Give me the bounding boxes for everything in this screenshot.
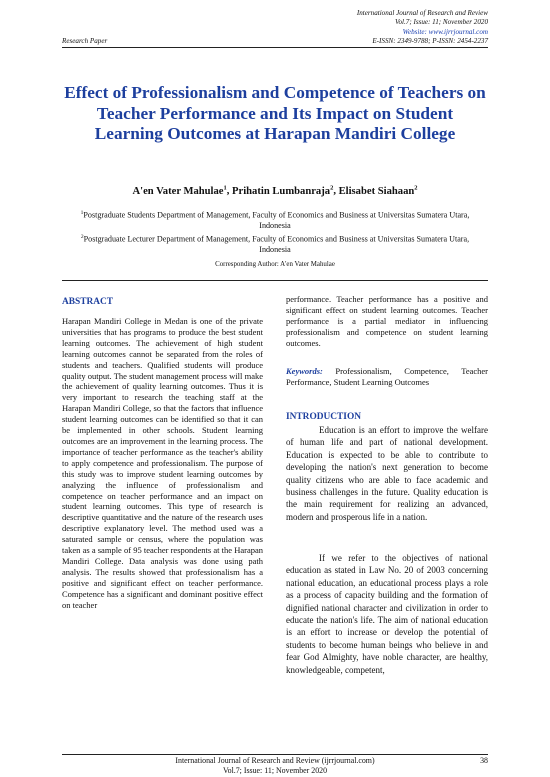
footer-journal: International Journal of Research and Review (ijrrjournal.com) xyxy=(175,756,375,765)
page-number: 38 xyxy=(480,756,488,765)
corresponding-author: Corresponding Author: A'en Vater Mahulae xyxy=(215,261,335,268)
footer-rule xyxy=(62,754,488,755)
author-2: Prihatin Lumbanraja$^2$ xyxy=(232,184,334,197)
footer-volume: Vol.7; Issue: 11; November 2020 xyxy=(222,766,328,775)
paper-title: Effect of Professionalism and Competence of Teachers on Teacher Performance and Its Impact on Student Learning Outcomes at Harapan Mandiri College xyxy=(64,83,486,143)
abstract-heading: ABSTRACT xyxy=(62,297,114,307)
author-3: Elisabet Siahaan$^2$ xyxy=(338,184,418,197)
footer xyxy=(62,756,488,776)
keywords xyxy=(286,366,488,388)
journal-volume: Vol.7; Issue: 11; November 2020 xyxy=(394,18,488,27)
affiliations xyxy=(72,208,478,256)
abstract-continued: performance. Teacher performance has a positive and significant effect on student learning outcomes. Teacher performance is a partial mediator in influencing professionalism and competence on student learning outcomes. xyxy=(286,294,488,348)
abstract-text: Harapan Mandiri College in Medan is one of the private universities that has programs to produce the best student learning outcomes. The achievement of high student learning outcomes cannot be separated from the roles of students and teachers. Qualified students will produce quality output. The student management process will make the achievement of quality learning outcomes. Thus it is very important to research the teaching staff at the Harapan Mandiri College, so that the factors that influence student learning outcomes can be identified so that it can be implemented in other schools. Student learning outcomes are an improvement in the learning process. The importance of teacher performance as the teacher's ability to apply competence and professionalism. The purpose of this study was to improve student learning outcomes by analyzing the influence of professionalism and competence on teacher performance and an impact on student learning outcomes. This type of research is descriptive quantitative and the nature of the research uses descriptive explanatory level. The method used was a saturated sample or census, where the population was taken as a sample of 95 teacher respondents at the Harapan Mandiri College. Data analysis was done using path analysis. The results showed that professionalism has a positive and significant effect on teacher performance. Competence has a significant and dominant positive effect on teacher xyxy=(62,316,263,610)
keywords-text: Professionalism, Competence, Teacher Performance, Student Learning Outcomes xyxy=(286,366,488,387)
journal-name: International Journal of Research and Review xyxy=(356,9,488,17)
section-rule xyxy=(62,280,488,281)
affiliation-2: $^2$Postgraduate Lecturer Department of Management, Faculty of Economics and Business at Universitas Sumatera Utara, Indonesia xyxy=(80,233,470,255)
introduction-heading: INTRODUCTION xyxy=(286,412,362,422)
paper-type: Research Paper xyxy=(62,37,108,45)
introduction-para-2: If we refer to the objectives of national education as stated in Law No. 20 of 2003 concerning national education, an educational process plays a role as a process of capacity building and the formation of dignified national character and civilization in order to educate the nation's life. The aim of national education is an effort to increase or develop the potential of students to become human beings who believe in and fear God Almighty, have noble character, are healthy, knowledgeable, competent, xyxy=(286,553,488,675)
author-1: A'en Vater Mahulae$^1$ xyxy=(132,184,227,197)
journal-website[interactable]: Website: www.ijrrjournal.com xyxy=(402,27,488,36)
issn: E-ISSN: 2349-9788; P-ISSN: 2454-2237 xyxy=(372,37,488,45)
introduction-para-1: Education is an effort to improve the welfare of human life and part of national development. Education is expected to be able to contribute to developing the nation's next generation to become quality citizens who are able to face academic and business challenges in the future. Quality education is the main requirement for realizing an advanced, modern and prosperous life in a nation. xyxy=(286,425,488,522)
journal-header xyxy=(357,9,488,37)
header-rule xyxy=(62,47,488,48)
affiliation-1: $^1$Postgraduate Students Department of Management, Faculty of Economics and Business at Universitas Sumatera Utara, Indonesia xyxy=(80,210,470,231)
author-list: A'en Vater Mahulae$^1$, Prihatin Lumbanraja$^2$, Elisabet Siahaan$^2$ xyxy=(132,184,418,197)
keywords-label: Keywords: xyxy=(286,366,323,376)
